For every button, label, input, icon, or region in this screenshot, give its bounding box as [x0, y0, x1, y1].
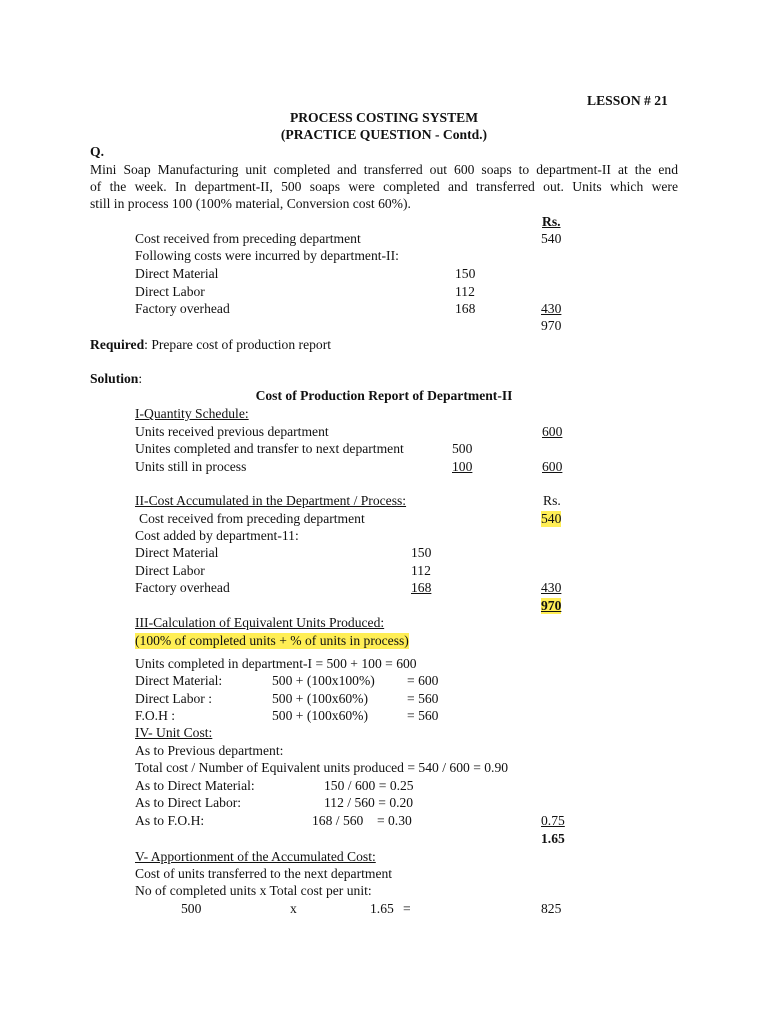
s2-row-label: Factory overhead [135, 580, 230, 595]
formula-highlight: (100% of completed units + % of units in process) [135, 633, 409, 648]
s4-line: Total cost / Number of Equivalent units produced = 540 / 600 = 0.90 [135, 760, 509, 775]
section-heading: IV- Unit Cost: [135, 725, 213, 740]
s3-row-result: = 560 [407, 708, 439, 723]
s2-row-label: Direct Material [135, 545, 219, 560]
question-paragraph-line: of the week. In department-II, 500 soaps were completed and transferred out. Units which were [90, 179, 678, 194]
q-row-amount: 540 [541, 231, 562, 246]
s3-row-expr: 500 + (100x60%) [272, 691, 369, 706]
q-row-mid: 168 [455, 301, 476, 316]
s3-row-expr: 500 + (100x100%) [272, 673, 375, 688]
s4-row-calc: 168 / 560 = 0.30 [312, 813, 412, 828]
solution-label: Solution [90, 371, 139, 386]
s4-row-calc: 150 / 600 = 0.25 [324, 778, 414, 793]
s4-row-calc: 112 / 560 = 0.20 [324, 795, 414, 810]
solution-colon: : [138, 371, 143, 386]
solution-line [90, 371, 142, 387]
s3-row-label: Direct Material: [135, 673, 223, 688]
s5-line: Cost of units transferred to the next department [135, 866, 393, 881]
s1-row-amount: 600 [542, 424, 563, 439]
section-heading: I-Quantity Schedule: [135, 406, 249, 421]
lesson-number: LESSON # 21 [587, 93, 668, 108]
s2-rs: Rs. [543, 493, 561, 508]
s4-row-amount: 0.75 [541, 813, 565, 828]
q-row-label: Factory overhead [135, 301, 230, 316]
s2-row-mid: 150 [411, 545, 432, 560]
s2-row-amount: 430 [541, 580, 562, 595]
s4-row-label: As to F.O.H: [135, 813, 205, 828]
s2-row-mid: 168 [411, 580, 432, 595]
required-text: : Prepare cost of production report [144, 337, 331, 352]
s2-row-label: Cost added by department-11: [135, 528, 299, 543]
s3-row-label: Direct Labor : [135, 691, 212, 706]
section-heading: V- Apportionment of the Accumulated Cost: [135, 849, 376, 864]
s3-row-expr: 500 + (100x60%) [272, 708, 369, 723]
page-title: PROCESS COSTING SYSTEM [289, 110, 479, 125]
s1-row-amount: 600 [542, 459, 563, 474]
s5-units: 500 [181, 901, 202, 916]
required-line [90, 337, 331, 353]
q-row-label: Cost received from preceding department [135, 231, 361, 246]
s3-row-result: = 560 [407, 691, 439, 706]
s2-row-mid: 112 [411, 563, 431, 578]
q-row-mid: 112 [455, 284, 475, 299]
q-row-label: Following costs were incurred by department-II: [135, 248, 399, 263]
report-title: Cost of Production Report of Department-II [255, 388, 513, 403]
s1-row-mid: 100 [452, 459, 473, 474]
s1-row-label: Unites completed and transfer to next department [135, 441, 404, 456]
rs-header: Rs. [542, 214, 561, 229]
s3-row-label: F.O.H : [135, 708, 176, 723]
s5-unit-cost: 1.65 [370, 901, 394, 916]
q-row-amount: 430 [541, 301, 562, 316]
s1-row-mid: 500 [452, 441, 473, 456]
q-total: 970 [541, 318, 562, 333]
s1-row-label: Units still in process [135, 459, 247, 474]
section-heading: II-Cost Accumulated in the Department / Process: [135, 493, 407, 508]
page-subtitle: (PRACTICE QUESTION - Contd.) [280, 127, 488, 142]
s2-row-label: Cost received from preceding department [139, 511, 365, 526]
question-paragraph-line: Mini Soap Manufacturing unit completed and transferred out 600 soaps to department-II at the end [90, 162, 678, 177]
s4-total: 1.65 [541, 831, 565, 846]
s4-row-label: As to Direct Labor: [135, 795, 242, 810]
q-row-mid: 150 [455, 266, 476, 281]
question-label: Q. [90, 144, 104, 159]
s5-result: 825 [541, 901, 562, 916]
s1-row-label: Units received previous department [135, 424, 329, 439]
question-paragraph-line: still in process 100 (100% material, Conversion cost 60%). [90, 196, 411, 211]
s2-total: 970 [541, 598, 562, 613]
s2-row-label: Direct Labor [135, 563, 205, 578]
required-label: Required [90, 337, 145, 352]
s5-times: x [290, 901, 297, 916]
s5-equals: = [403, 901, 411, 916]
s3-line: Units completed in department-I = 500 + 100 = 600 [135, 656, 417, 671]
q-row-label: Direct Labor [135, 284, 205, 299]
s4-row-label: As to Direct Material: [135, 778, 255, 793]
section-heading: III-Calculation of Equivalent Units Produced: [135, 615, 385, 630]
s2-row-amount: 540 [541, 511, 562, 526]
s3-row-result: = 600 [407, 673, 439, 688]
s5-line: No of completed units x Total cost per unit: [135, 883, 372, 898]
s4-line: As to Previous department: [135, 743, 284, 758]
q-row-label: Direct Material [135, 266, 219, 281]
